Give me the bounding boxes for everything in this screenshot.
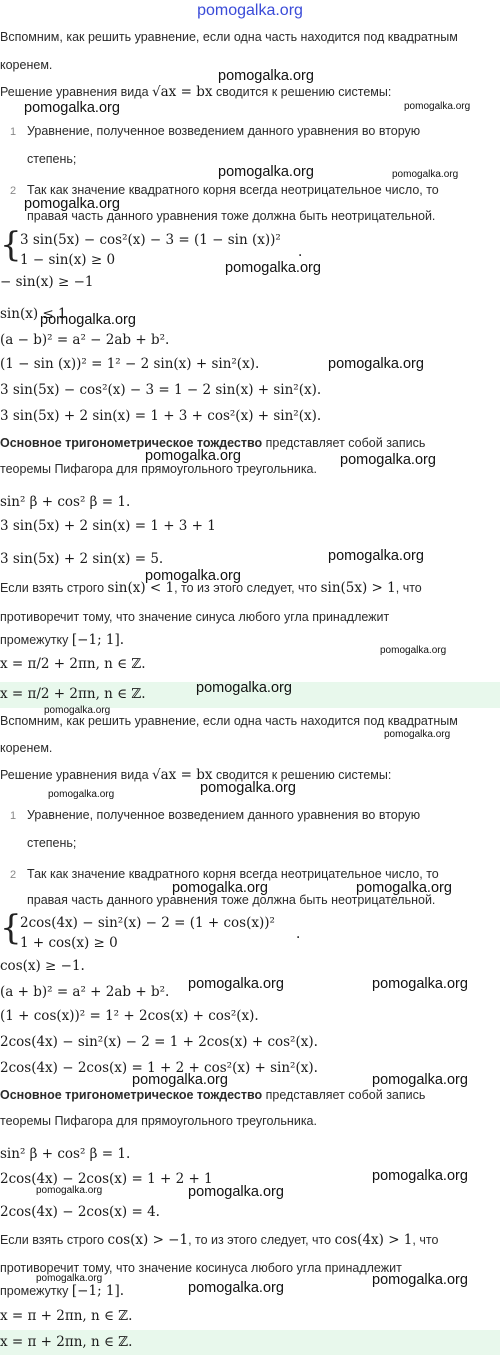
watermark: pomogalka.org [372, 976, 468, 992]
conclusion-line-3 [0, 632, 124, 648]
math-line: sin² β + cos² β = 1. [0, 494, 131, 510]
rule-prefix: Решение уравнения вида [0, 85, 149, 99]
rule-formula: √ax = bx [152, 84, 213, 100]
answer-line: x = π + 2πn, n ∈ ℤ. [0, 1334, 133, 1350]
intro-line-2: коренем. [0, 741, 53, 755]
watermark: pomogalka.org [196, 680, 292, 696]
list-item-2-line-2: правая часть данного уравнения тоже должна быть неотрицательной. [27, 893, 436, 907]
math-line: sin(x) ≤ 1 [0, 306, 67, 322]
math-line: (1 − sin (x))² = 1² − 2 sin(x) + sin²(x). [0, 356, 260, 372]
math-line: 2cos(4x) − 2cos(x) = 1 + 2 + cos²(x) + sin²(x). [0, 1060, 318, 1076]
watermark: pomogalka.org [44, 705, 111, 716]
rule-suffix: сводится к решению системы: [215, 85, 392, 99]
list-item-1-line-1: Уравнение, полученное возведением данного уравнения во вторую [27, 808, 421, 822]
list-number: 1 [10, 126, 17, 138]
math-line: 3 sin(5x) + 2 sin(x) = 1 + 3 + cos²(x) + sin²(x). [0, 408, 322, 424]
math-line: sin² β + cos² β = 1. [0, 1146, 131, 1162]
watermark: pomogalka.org [40, 312, 136, 328]
watermark: pomogalka.org [372, 1072, 468, 1088]
watermark: pomogalka.org [328, 548, 424, 564]
watermark: pomogalka.org [145, 448, 241, 464]
watermark: pomogalka.org [404, 101, 471, 112]
watermark: pomogalka.org [218, 164, 314, 180]
watermark: pomogalka.org [36, 1273, 103, 1284]
list-number: 2 [10, 869, 17, 881]
watermark: pomogalka.org [225, 260, 321, 276]
watermark: pomogalka.org [172, 880, 268, 896]
conclusion-line-2: противоречит тому, что значение косинуса любого угла принадлежит [0, 1261, 402, 1275]
solution-line: x = π/2 + 2πn, n ∈ ℤ. [0, 656, 146, 672]
list-item-2-line-1: Так как значение квадратного корня всегда неотрицательное число, то [27, 183, 439, 197]
system-line-2: 1 − sin(x) ≥ 0 [20, 252, 116, 268]
interval-formula: [−1; 1]. [71, 1283, 125, 1299]
watermark: pomogalka.org [328, 356, 424, 372]
conclusion-text: , что [395, 581, 422, 595]
watermark: pomogalka.org [48, 789, 115, 800]
system-dot: . [296, 926, 301, 942]
watermark: pomogalka.org [132, 1072, 228, 1088]
conclusion-text: промежутку [0, 1284, 69, 1298]
list-number: 1 [10, 810, 17, 822]
system-brace: { [0, 225, 22, 265]
conclusion-line-3 [0, 1283, 124, 1299]
conclusion-line-1 [0, 1232, 438, 1248]
conclusion-text: Если взять строго [0, 1233, 105, 1247]
identity-bold: Основное тригонометрическое тождество [0, 1088, 263, 1102]
conclusion-formula: sin(x) < 1 [107, 580, 175, 596]
system-line-2: 1 + cos(x) ≥ 0 [20, 935, 118, 951]
math-line: 2cos(4x) − sin²(x) − 2 = 1 + 2cos(x) + cos²(x). [0, 1034, 318, 1050]
list-number: 2 [10, 185, 17, 197]
rule-suffix: сводится к решению системы: [215, 768, 392, 782]
watermark: pomogalka.org [372, 1272, 468, 1288]
solution-line: x = π + 2πn, n ∈ ℤ. [0, 1308, 133, 1324]
watermark: pomogalka.org [36, 1185, 103, 1196]
watermark: pomogalka.org [356, 880, 452, 896]
conclusion-text: , то из этого следует, что [174, 581, 318, 595]
list-item-1-line-2: степень; [27, 836, 77, 850]
watermark: pomogalka.org [392, 169, 459, 180]
rule-line [0, 767, 391, 783]
conclusion-formula: cos(x) > −1 [107, 1232, 189, 1248]
watermark: pomogalka.org [340, 452, 436, 468]
identity-line-2: теоремы Пифагора для прямоугольного треугольника. [0, 1114, 317, 1128]
identity-rest: представляет собой запись [265, 1088, 426, 1102]
list-item-1-line-2: степень; [27, 152, 77, 166]
rule-formula: √ax = bx [152, 767, 213, 783]
watermark: pomogalka.org [24, 196, 120, 212]
conclusion-text: , что [412, 1233, 439, 1247]
math-line: (a + b)² = a² + 2ab + b². [0, 984, 170, 1000]
system-brace: { [0, 908, 22, 948]
math-line: 2cos(4x) − 2cos(x) = 4. [0, 1204, 160, 1220]
rule-line [0, 84, 391, 100]
math-line: 3 sin(5x) + 2 sin(x) = 5. [0, 551, 164, 567]
watermark: pomogalka.org [218, 68, 314, 84]
watermark: pomogalka.org [24, 100, 120, 116]
math-line: cos(x) ≥ −1. [0, 958, 85, 974]
answer-box [0, 1330, 500, 1355]
watermark: pomogalka.org [188, 976, 284, 992]
math-line: (1 + cos(x))² = 1² + 2cos(x) + cos²(x). [0, 1008, 259, 1024]
math-line: 3 sin(5x) − cos²(x) − 3 = 1 − 2 sin(x) + sin²(x). [0, 382, 322, 398]
list-item-2-line-1: Так как значение квадратного корня всегда неотрицательное число, то [27, 867, 439, 881]
watermark: pomogalka.org [188, 1184, 284, 1200]
conclusion-line-2: противоречит тому, что значение синуса любого угла принадлежит [0, 610, 390, 624]
identity-bold: Основное тригонометрическое тождество [0, 436, 263, 450]
conclusion-text: , то из этого следует, что [188, 1233, 332, 1247]
conclusion-formula: cos(4x) > 1 [334, 1232, 413, 1248]
watermark: pomogalka.org [188, 1280, 284, 1296]
interval-formula: [−1; 1]. [71, 632, 125, 648]
math-line: − sin(x) ≥ −1 [0, 274, 94, 290]
list-item-1-line-1: Уравнение, полученное возведением данного уравнения во вторую [27, 124, 421, 138]
math-line: 2cos(4x) − 2cos(x) = 1 + 2 + 1 [0, 1171, 213, 1187]
intro-line-1: Вспомним, как решить уравнение, если одна часть находится под квадратным [0, 30, 458, 44]
watermark: pomogalka.org [200, 780, 296, 796]
conclusion-formula: sin(5x) > 1 [320, 580, 396, 596]
rule-prefix: Решение уравнения вида [0, 768, 149, 782]
math-line: (a − b)² = a² − 2ab + b². [0, 332, 170, 348]
intro-line-2: коренем. [0, 58, 53, 72]
intro-line-1: Вспомним, как решить уравнение, если одна часть находится под квадратным [0, 714, 458, 728]
system-line-1: 2cos(4x) − sin²(x) − 2 = (1 + cos(x))² [20, 915, 275, 931]
watermark: pomogalka.org [145, 568, 241, 584]
conclusion-text: промежутку [0, 633, 69, 647]
math-line: 3 sin(5x) + 2 sin(x) = 1 + 3 + 1 [0, 518, 216, 534]
list-item-2-line-2: правая часть данного уравнения тоже должна быть неотрицательной. [27, 209, 436, 223]
site-header-link[interactable]: pomogalka.org [197, 2, 303, 19]
watermark: pomogalka.org [372, 1168, 468, 1184]
answer-line: x = π/2 + 2πn, n ∈ ℤ. [0, 686, 146, 702]
watermark: pomogalka.org [380, 645, 447, 656]
identity-line-1 [0, 1088, 425, 1102]
system-dot: . [298, 244, 303, 260]
identity-line-2: теоремы Пифагора для прямоугольного треугольника. [0, 462, 317, 476]
watermark: pomogalka.org [384, 729, 451, 740]
identity-rest: представляет собой запись [265, 436, 426, 450]
conclusion-text: Если взять строго [0, 581, 105, 595]
system-line-1: 3 sin(5x) − cos²(x) − 3 = (1 − sin (x))² [20, 232, 281, 248]
